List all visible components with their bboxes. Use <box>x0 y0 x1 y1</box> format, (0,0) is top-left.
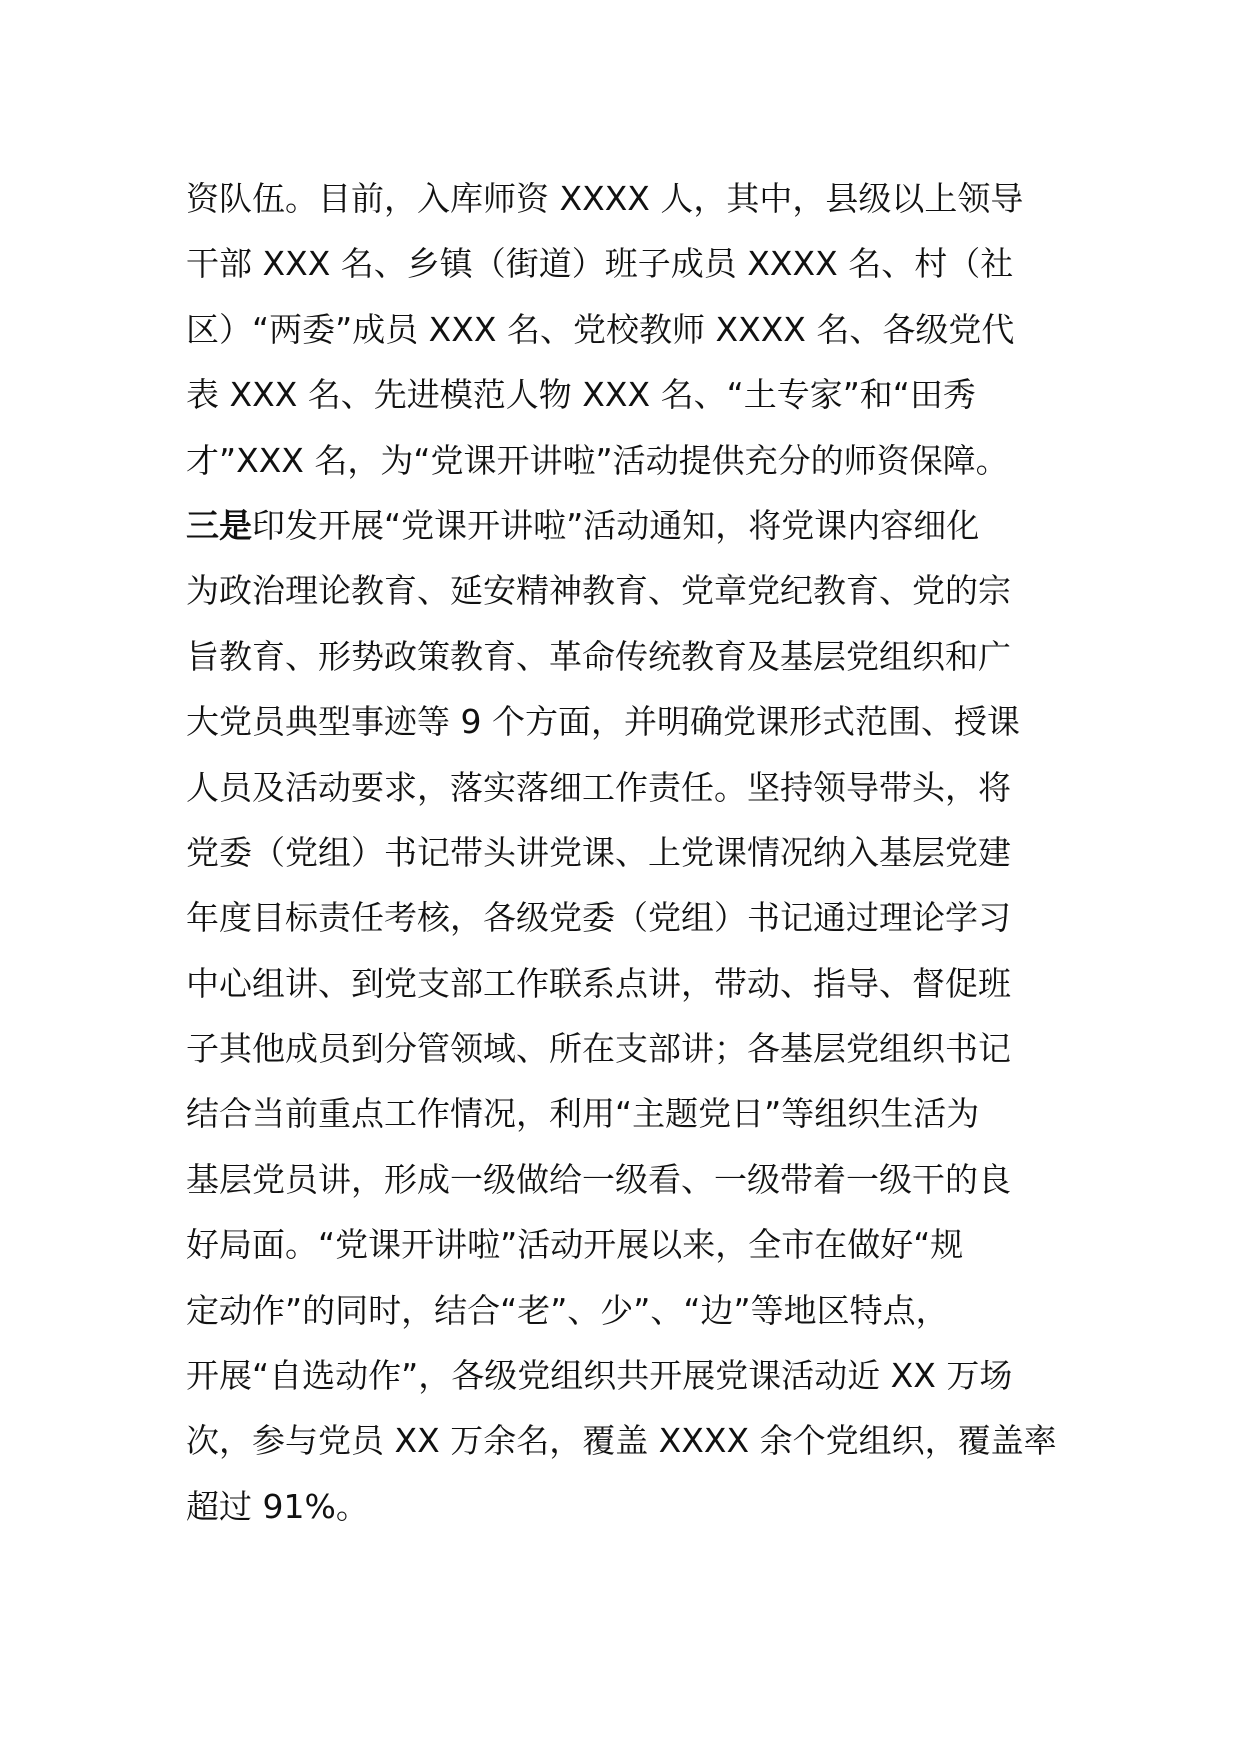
text-line: 表 XXX 名、先进模范人物 XXX 名、“土专家”和“田秀 <box>186 375 976 415</box>
body-text <box>186 166 1066 1539</box>
text-line: 资队伍。目前，入库师资 XXXX 人，其中，县级以上领导 <box>186 179 1024 218</box>
text-line: 大党员典型事迹等 9 个方面，并明确党课形式范围、授课 <box>186 702 1020 742</box>
text-line: 人员及活动要求，落实落细工作责任。坚持领导带头，将 <box>186 767 1011 807</box>
paragraph-lead: 三是 <box>186 505 252 545</box>
text-line: 超过 91%。 <box>186 1486 369 1526</box>
text-line: 年度目标责任考核，各级党委（党组）书记通过理论学习 <box>186 898 1011 938</box>
text-line: 才”XXX 名，为“党课开讲啦”活动提供充分的师资保障。 <box>186 440 1009 480</box>
text-line: 定动作”的同时，结合“老”、少”、“边”等地区特点， <box>186 1290 949 1330</box>
text-line: 中心组讲、到党支部工作联系点讲，带动、指导、督促班 <box>186 963 1011 1003</box>
text-line-with-lead <box>186 493 1066 558</box>
text-line: 旨教育、形势政策教育、革命传统教育及基层党组织和广 <box>186 636 1011 676</box>
text-line: 次，参与党员 XX 万余名，覆盖 XXXX 余个党组织，覆盖率 <box>186 1421 1057 1461</box>
text-line: 结合当前重点工作情况，利用“主题党日”等组织生活为 <box>186 1094 980 1134</box>
text-line: 为政治理论教育、延安精神教育、党章党纪教育、党的宗 <box>186 571 1011 611</box>
text-line: 开展“自选动作”，各级党组织共开展党课活动近 XX 万场 <box>186 1356 1013 1396</box>
text-line: 干部 XXX 名、乡镇（街道）班子成员 XXXX 名、村（社 <box>186 244 1014 284</box>
text-line: 区）“两委”成员 XXX 名、党校教师 XXXX 名、各级党代 <box>186 309 1015 349</box>
text-line: 基层党员讲，形成一级做给一级看、一级带着一级干的良 <box>186 1159 1011 1199</box>
text-line-rest: 印发开展“党课开讲啦”活动通知，将党课内容细化 <box>252 505 980 545</box>
text-line: 子其他成员到分管领域、所在支部讲；各基层党组织书记 <box>186 1029 1011 1069</box>
text-line: 党委（党组）书记带头讲党课、上党课情况纳入基层党建 <box>186 832 1011 872</box>
text-line: 好局面。“党课开讲啦”活动开展以来，全市在做好“规 <box>186 1225 964 1265</box>
